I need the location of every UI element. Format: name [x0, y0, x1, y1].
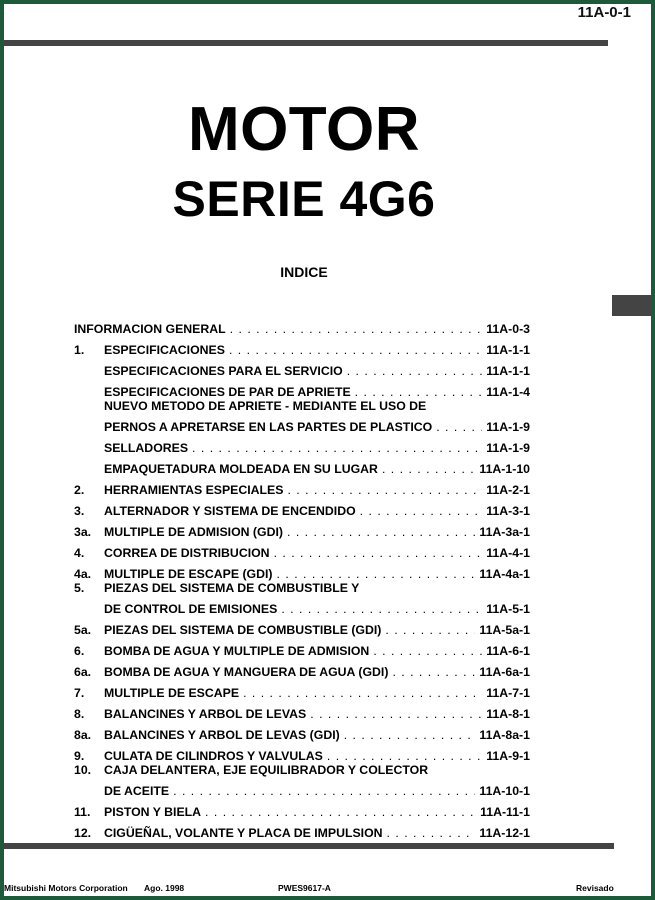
toc-entry-page: 11A-11-1 [480, 805, 530, 819]
toc-entry-number: 2. [74, 483, 85, 497]
toc-dot-leader [243, 685, 482, 701]
toc-dot-leader [287, 524, 475, 540]
toc-dot-leader [230, 321, 483, 337]
toc-entry-number: 1. [74, 343, 85, 357]
footer-status: Revisado [576, 883, 614, 893]
toc-entry-line [74, 617, 530, 638]
toc-dot-leader [287, 482, 482, 498]
toc-entry-title: SELLADORES [104, 441, 189, 455]
toc-entry[interactable] [74, 316, 530, 337]
toc-entry-line [74, 659, 530, 680]
toc-entry[interactable] [74, 498, 530, 519]
toc-entry-title: BOMBA DE AGUA Y MANGUERA DE AGUA (GDI) [104, 665, 389, 679]
toc-entry-number: 10. [74, 764, 92, 777]
toc-entry[interactable] [74, 435, 530, 456]
toc-entry-title: PIEZAS DEL SISTEMA DE COMBUSTIBLE (GDI) [104, 623, 382, 637]
toc-entry-title: MULTIPLE DE ESCAPE (GDI) [104, 567, 273, 581]
toc-dot-leader [355, 384, 483, 400]
toc-entry-page: 11A-1-1 [486, 364, 530, 378]
toc-entry-line [74, 456, 530, 477]
toc-entry-line [74, 561, 530, 582]
toc-entry[interactable] [74, 379, 530, 400]
index-heading: INDICE [280, 264, 328, 280]
toc-entry-page: 11A-6-1 [486, 644, 530, 658]
toc-entry-title: BALANCINES Y ARBOL DE LEVAS [104, 707, 307, 721]
toc-entry-page: 11A-12-1 [479, 826, 530, 840]
toc-entry-title: CULATA DE CILINDROS Y VALVULAS [104, 749, 323, 763]
toc-entry-page: 11A-8-1 [486, 707, 530, 721]
toc-entry-line [74, 519, 530, 540]
toc-entry-title: ESPECIFICACIONES DE PAR DE APRIETE [104, 385, 351, 399]
top-rule [4, 40, 608, 46]
toc-entry-title: MULTIPLE DE ESCAPE [104, 686, 240, 700]
toc-entry-number: 4. [74, 546, 85, 560]
table-of-contents [74, 316, 530, 841]
toc-entry-page: 11A-4a-1 [479, 567, 530, 581]
toc-entry-line [74, 498, 530, 519]
footer-code: PWES9617-A [278, 883, 331, 893]
toc-entry-title: NUEVO METODO DE APRIETE - MEDIANTE EL USO DE [104, 400, 427, 413]
toc-entry-line [74, 743, 530, 764]
toc-entry-page: 11A-5-1 [486, 602, 530, 616]
toc-entry-page: 11A-3-1 [486, 504, 530, 518]
toc-entry-title: PERNOS A APRETARSE EN LAS PARTES DE PLASTICO [104, 420, 433, 434]
toc-entry-line [74, 316, 530, 337]
toc-entry-page: 11A-3a-1 [479, 525, 530, 539]
toc-entry-page: 11A-7-1 [486, 686, 530, 700]
toc-entry-title: ESPECIFICACIONES [104, 343, 225, 357]
toc-entry-page: 11A-1-4 [486, 385, 530, 399]
toc-entry-line [74, 540, 530, 561]
toc-entry-line [74, 582, 530, 596]
toc-dot-leader [192, 440, 482, 456]
toc-entry[interactable] [74, 337, 530, 358]
toc-entry-title: DE CONTROL DE EMISIONES [104, 602, 278, 616]
toc-entry-line [74, 722, 530, 743]
toc-entry-line [74, 435, 530, 456]
toc-entry-number: 6. [74, 644, 85, 658]
section-edge-tab [612, 295, 651, 316]
toc-entry-number: 12. [74, 826, 92, 840]
toc-entry-line [74, 358, 530, 379]
toc-entry-page: 11A-1-9 [486, 441, 530, 455]
toc-entry-title: MULTIPLE DE ADMISION (GDI) [104, 525, 283, 539]
toc-entry-number: 11. [74, 805, 91, 819]
toc-entry-title: BOMBA DE AGUA Y MULTIPLE DE ADMISION [104, 644, 370, 658]
toc-entry-number: 8a. [74, 728, 92, 742]
toc-entry[interactable] [74, 743, 530, 764]
toc-entry-title: CAJA DELANTERA, EJE EQUILIBRADOR Y COLECTOR [104, 764, 429, 777]
toc-dot-leader [344, 727, 476, 743]
toc-entry[interactable] [74, 638, 530, 659]
page-number: 11A-0-1 [577, 4, 631, 21]
toc-entry-number: 8. [74, 707, 85, 721]
toc-entry-line [74, 638, 530, 659]
toc-dot-leader [387, 825, 476, 841]
toc-dot-leader [310, 706, 482, 722]
toc-entry[interactable] [74, 701, 530, 722]
toc-entry[interactable] [74, 820, 530, 841]
toc-dot-leader [360, 503, 483, 519]
toc-entry-line [74, 379, 530, 400]
toc-entry-title: BALANCINES Y ARBOL DE LEVAS (GDI) [104, 728, 340, 742]
toc-dot-leader [229, 342, 482, 358]
toc-entry-number: 5. [74, 582, 85, 595]
toc-entry[interactable] [74, 582, 530, 617]
toc-entry-page: 11A-6a-1 [479, 665, 530, 679]
toc-entry-title: ALTERNADOR Y SISTEMA DE ENCENDIDO [104, 504, 356, 518]
toc-entry-line [74, 596, 530, 617]
toc-entry[interactable] [74, 680, 530, 701]
toc-entry-title: HERRAMIENTAS ESPECIALES [104, 483, 284, 497]
toc-dot-leader [281, 601, 482, 617]
bottom-rule [4, 843, 614, 849]
toc-entry[interactable] [74, 617, 530, 638]
document-subtitle-series: SERIE 4G6 [172, 171, 436, 227]
toc-entry-line [74, 680, 530, 701]
toc-entry-page: 11A-10-1 [479, 784, 530, 798]
toc-entry-title: INFORMACION GENERAL [74, 322, 226, 336]
toc-entry-title: DE ACEITE [104, 784, 170, 798]
toc-entry-number: 6a. [74, 665, 92, 679]
toc-dot-leader [373, 643, 482, 659]
toc-entry-title: PIEZAS DEL SISTEMA DE COMBUSTIBLE Y [104, 582, 360, 595]
toc-dot-leader [205, 804, 476, 820]
toc-entry-title: CIGÜEÑAL, VOLANTE Y PLACA DE IMPULSION [104, 826, 383, 840]
toc-entry-line [74, 820, 530, 841]
toc-entry-page: 11A-2-1 [486, 483, 530, 497]
toc-entry-page: 11A-4-1 [486, 546, 530, 560]
toc-entry-number: 4a. [74, 567, 92, 581]
toc-entry-line [74, 414, 530, 435]
toc-entry[interactable] [74, 358, 530, 379]
toc-dot-leader [385, 622, 475, 638]
toc-entry[interactable] [74, 456, 530, 477]
toc-entry[interactable] [74, 540, 530, 561]
toc-entry-number: 9. [74, 749, 85, 763]
toc-entry-line [74, 764, 530, 778]
toc-entry-page: 11A-1-10 [479, 462, 530, 476]
toc-entry-number: 3a. [74, 525, 92, 539]
toc-dot-leader [173, 783, 475, 799]
toc-entry-title: EMPAQUETADURA MOLDEADA EN SU LUGAR [104, 462, 378, 476]
toc-entry[interactable] [74, 659, 530, 680]
toc-entry-line [74, 400, 530, 414]
toc-entry-page: 11A-9-1 [486, 749, 530, 763]
footer-company: Mitsubishi Motors Corporation [4, 883, 128, 893]
toc-entry[interactable] [74, 519, 530, 540]
toc-entry-title: PISTON Y BIELA [104, 805, 202, 819]
toc-dot-leader [392, 664, 475, 680]
toc-entry[interactable] [74, 477, 530, 498]
toc-entry[interactable] [74, 561, 530, 582]
toc-dot-leader [277, 566, 476, 582]
toc-entry-title: CORREA DE DISTRIBUCION [104, 546, 270, 560]
toc-entry-page: 11A-0-3 [486, 322, 530, 336]
toc-entry-line [74, 778, 530, 799]
toc-entry-page: 11A-1-9 [486, 420, 530, 434]
toc-dot-leader [347, 363, 483, 379]
toc-dot-leader [436, 419, 482, 435]
document-page [4, 4, 651, 896]
toc-entry[interactable] [74, 400, 530, 435]
toc-entry[interactable] [74, 722, 530, 743]
toc-entry-title: ESPECIFICACIONES PARA EL SERVICIO [104, 364, 343, 378]
toc-entry[interactable] [74, 764, 530, 799]
toc-entry[interactable] [74, 799, 530, 820]
toc-entry-page: 11A-1-1 [486, 343, 530, 357]
toc-entry-number: 3. [74, 504, 85, 518]
toc-entry-line [74, 477, 530, 498]
toc-entry-line [74, 799, 530, 820]
toc-entry-line [74, 701, 530, 722]
toc-entry-line [74, 337, 530, 358]
footer-date: Ago. 1998 [144, 883, 185, 893]
toc-dot-leader [274, 545, 483, 561]
toc-entry-number: 5a. [74, 623, 92, 637]
toc-dot-leader [327, 748, 482, 764]
toc-dot-leader [382, 461, 475, 477]
toc-entry-page: 11A-8a-1 [479, 728, 530, 742]
document-title: MOTOR [187, 95, 421, 164]
toc-entry-page: 11A-5a-1 [479, 623, 530, 637]
toc-entry-number: 7. [74, 686, 85, 700]
